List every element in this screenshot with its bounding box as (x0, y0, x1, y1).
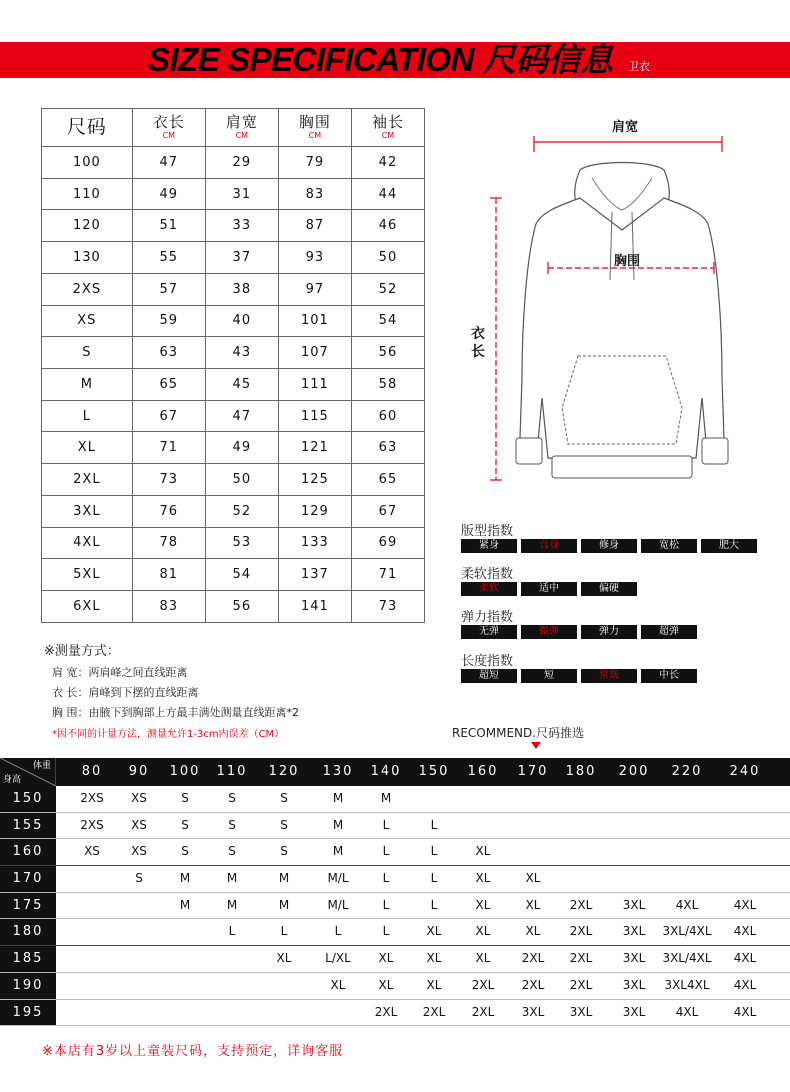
size-cell: 67 (132, 400, 205, 432)
weight-label: 220 (671, 764, 703, 779)
size-row (42, 147, 425, 179)
size-cell: 71 (132, 432, 205, 464)
size-cell: 81 (132, 559, 205, 591)
recommend-cell: L (382, 844, 390, 859)
size-table (41, 108, 425, 623)
chest-label: 胸围 (614, 254, 641, 269)
size-cell: 83 (278, 178, 351, 210)
recommend-cell: M (179, 897, 191, 912)
page-subtitle: 卫衣 (628, 60, 650, 73)
recommend-corner (0, 758, 56, 786)
weight-label: 130 (322, 764, 354, 779)
recommend-cell: 2XL (569, 977, 593, 992)
size-row (42, 559, 425, 591)
size-cell: 56 (205, 591, 278, 623)
recommend-cell: L (382, 871, 390, 886)
header-length: 衣长 CM (132, 109, 205, 147)
recommend-cell: M (380, 791, 392, 805)
size-row (42, 495, 425, 527)
height-label: 150 (0, 786, 56, 812)
size-cell: 2XL (42, 464, 133, 496)
index-title: 版型指数 (461, 524, 514, 539)
measure-notes-title: ※测量方式： (44, 644, 120, 659)
recommend-cell: L (430, 897, 438, 912)
recommend-cell: 4XL (733, 924, 757, 939)
recommend-cell: S (228, 791, 236, 805)
size-cell: 56 (351, 337, 424, 369)
recommend-cell: 2XL (471, 1004, 495, 1019)
size-cell: 49 (132, 178, 205, 210)
size-cell: 60 (351, 400, 424, 432)
size-table-header (42, 109, 425, 147)
recommend-cell: XL (475, 924, 491, 939)
size-row (42, 400, 425, 432)
size-cell: 54 (351, 305, 424, 337)
size-cell: 50 (351, 242, 424, 274)
recommend-row (0, 946, 790, 973)
size-row (42, 273, 425, 305)
recommend-cell: XL (475, 897, 491, 912)
weight-label: 90 (128, 764, 150, 779)
recommend-cell: M/L (327, 897, 349, 912)
size-cell: 120 (42, 210, 133, 242)
recommend-arrow-icon (531, 742, 541, 749)
hoodie-illustration (462, 108, 772, 498)
index-option: 偏硬 (581, 582, 637, 596)
size-cell: 73 (351, 591, 424, 623)
recommend-cell: XL (276, 951, 292, 966)
recommend-row (0, 813, 790, 840)
corner-weight-label: 体重 (32, 761, 51, 771)
recommend-cell: S (280, 817, 288, 832)
height-label: 180 (0, 919, 56, 945)
size-cell: 3XL (42, 495, 133, 527)
index-option: 适中 (521, 582, 577, 596)
recommend-cell: 3XL (569, 1004, 593, 1019)
recommend-cell: S (280, 791, 288, 805)
size-cell: 133 (278, 527, 351, 559)
recommend-cell: 4XL (675, 1004, 699, 1019)
title-banner (0, 42, 790, 78)
height-label: 160 (0, 839, 56, 865)
size-cell: 110 (42, 178, 133, 210)
size-cell: 73 (132, 464, 205, 496)
index-option: 超短 (461, 669, 517, 683)
recommend-cell: M (179, 871, 191, 886)
size-row (42, 242, 425, 274)
size-cell: 49 (205, 432, 278, 464)
recommend-cell: S (181, 817, 189, 832)
recommend-cell: 2XL (422, 1004, 446, 1019)
size-cell: 107 (278, 337, 351, 369)
weight-label: 100 (169, 764, 201, 779)
size-cell: 67 (351, 495, 424, 527)
recommend-cell: S (228, 844, 236, 859)
recommend-cell: S (280, 844, 288, 859)
size-cell: XS (42, 305, 133, 337)
size-cell: 137 (278, 559, 351, 591)
size-cell: 52 (205, 495, 278, 527)
size-cell: 42 (351, 147, 424, 179)
size-cell: 97 (278, 273, 351, 305)
size-cell: 47 (132, 147, 205, 179)
index-option: 柔软 (461, 582, 517, 596)
size-row (42, 178, 425, 210)
size-cell: 31 (205, 178, 278, 210)
recommend-cell: L (382, 817, 390, 832)
recommend-row (0, 839, 790, 866)
height-label: 190 (0, 973, 56, 999)
recommend-cell: 2XL (569, 951, 593, 966)
size-cell: 130 (42, 242, 133, 274)
recommend-row (0, 1000, 790, 1027)
size-cell: 111 (278, 369, 351, 401)
size-cell: 50 (205, 464, 278, 496)
recommend-cell: XS (131, 817, 147, 832)
size-cell: 78 (132, 527, 205, 559)
recommend-row (0, 919, 790, 946)
recommend-cell: L (280, 924, 288, 939)
size-row (42, 464, 425, 496)
weight-label: 80 (81, 764, 103, 779)
index-options (461, 582, 641, 596)
size-cell: 6XL (42, 591, 133, 623)
height-label: 170 (0, 866, 56, 892)
size-cell: 115 (278, 400, 351, 432)
recommend-weight-header (0, 758, 790, 786)
weight-label: 180 (565, 764, 597, 779)
index-option: 超弹 (641, 625, 697, 639)
size-cell: 129 (278, 495, 351, 527)
recommend-cell: S (181, 791, 189, 805)
index-options (461, 625, 701, 639)
recommend-cell: XL (426, 924, 442, 939)
size-cell: S (42, 337, 133, 369)
recommend-cell: M/L (327, 871, 349, 886)
recommend-cell: M (278, 871, 290, 886)
size-cell: 69 (351, 527, 424, 559)
recommend-cell: 3XL (521, 1004, 545, 1019)
size-cell: 93 (278, 242, 351, 274)
recommend-cell: S (135, 871, 143, 886)
size-cell: 59 (132, 305, 205, 337)
measure-warning: *因不同的计量方法，测量允许1-3cm内误差（CM） (52, 729, 285, 740)
header-shoulder: 肩宽 CM (205, 109, 278, 147)
recommend-cell: L (334, 924, 342, 939)
size-cell: XL (42, 432, 133, 464)
header-size: 尺码 (42, 109, 133, 147)
recommend-cell: 3XL (622, 977, 646, 992)
recommend-cell: 3XL (622, 897, 646, 912)
recommend-cell: S (181, 844, 189, 859)
recommend-row (0, 786, 790, 813)
page-title: SIZE SPECIFICATION 尺码信息 (148, 41, 613, 78)
index-option: 紧身 (461, 539, 517, 553)
recommend-cell: 2XL (471, 977, 495, 992)
size-cell: 38 (205, 273, 278, 305)
recommend-cell: 4XL (733, 1004, 757, 1019)
size-cell: 71 (351, 559, 424, 591)
measure-note-chest: 胸 围：由腋下到胸部上方最丰满处测量直线距离*2 (52, 706, 299, 719)
recommend-cell: XS (131, 791, 147, 805)
recommend-cell: L (382, 897, 390, 912)
recommend-cell: 2XL (374, 1004, 398, 1019)
recommend-row (0, 866, 790, 893)
measure-note-shoulder: 肩 宽：两肩峰之间直线距离 (52, 666, 188, 679)
recommend-cell: 4XL (733, 977, 757, 992)
size-cell: 63 (351, 432, 424, 464)
recommend-cell: L (430, 844, 438, 859)
index-title: 弹力指数 (461, 610, 514, 625)
weight-label: 110 (216, 764, 248, 779)
size-cell: 63 (132, 337, 205, 369)
index-option: 无弹 (461, 625, 517, 639)
recommend-title: RECOMMEND.尺码推选 (452, 726, 585, 740)
recommend-cell: L (430, 817, 438, 832)
recommend-cell: XS (84, 844, 100, 859)
recommend-cell: XL (426, 977, 442, 992)
header-sleeve: 袖长 CM (351, 109, 424, 147)
recommend-cell: M (332, 844, 344, 859)
recommend-cell: XL (475, 844, 491, 859)
size-cell: 100 (42, 147, 133, 179)
size-cell: 2XS (42, 273, 133, 305)
size-cell: 53 (205, 527, 278, 559)
recommend-cell: 2XL (521, 951, 545, 966)
index-options (461, 539, 761, 553)
weight-label: 120 (268, 764, 300, 779)
index-option: 肥大 (701, 539, 757, 553)
recommend-row (0, 893, 790, 920)
recommend-cell: M (332, 817, 344, 832)
size-cell: 87 (278, 210, 351, 242)
recommend-cell: L (382, 924, 390, 939)
index-title: 长度指数 (461, 654, 514, 669)
recommend-cell: XL (378, 951, 394, 966)
size-cell: 47 (205, 400, 278, 432)
index-option: 弹力 (581, 625, 637, 639)
weight-label: 150 (418, 764, 450, 779)
shoulder-label: 肩宽 (612, 120, 639, 135)
index-options (461, 669, 701, 683)
recommend-cell: 3XL4XL (664, 977, 710, 992)
height-label: 185 (0, 946, 56, 972)
weight-label: 240 (729, 764, 761, 779)
index-option: 宽松 (641, 539, 697, 553)
size-row (42, 210, 425, 242)
recommend-cell: 3XL (622, 924, 646, 939)
size-row (42, 369, 425, 401)
size-cell: 83 (132, 591, 205, 623)
recommend-cell: S (228, 817, 236, 832)
size-cell: 79 (278, 147, 351, 179)
size-cell: 57 (132, 273, 205, 305)
length-label: 衣长 (471, 326, 485, 360)
index-option: 中长 (641, 669, 697, 683)
size-cell: 65 (132, 369, 205, 401)
recommend-cell: M (332, 791, 344, 805)
recommend-cell: 3XL (622, 1004, 646, 1019)
recommend-cell: 2XL (521, 977, 545, 992)
recommend-cell: 2XL (569, 897, 593, 912)
height-label: 155 (0, 813, 56, 839)
size-cell: 55 (132, 242, 205, 274)
recommend-cell: 2XS (80, 791, 104, 805)
size-cell: M (42, 369, 133, 401)
size-cell: 44 (351, 178, 424, 210)
recommend-row (0, 973, 790, 1000)
header-chest: 胸围 CM (278, 109, 351, 147)
size-cell: 46 (351, 210, 424, 242)
size-cell: 43 (205, 337, 278, 369)
recommend-cell: XL (475, 951, 491, 966)
size-cell: 58 (351, 369, 424, 401)
recommend-cell: XL (525, 924, 541, 939)
size-cell: 45 (205, 369, 278, 401)
recommend-cell: XL (330, 977, 346, 992)
recommend-cell: 4XL (733, 897, 757, 912)
size-cell: 33 (205, 210, 278, 242)
recommend-cell: 3XL/4XL (662, 951, 712, 966)
recommend-cell: 4XL (733, 951, 757, 966)
size-cell: L (42, 400, 133, 432)
recommend-table (0, 786, 790, 1026)
size-cell: 51 (132, 210, 205, 242)
recommend-cell: XL (475, 871, 491, 886)
size-cell: 54 (205, 559, 278, 591)
recommend-cell: XL (525, 897, 541, 912)
size-row (42, 527, 425, 559)
height-label: 175 (0, 893, 56, 919)
measure-note-length: 衣 长：肩峰到下摆的直线距离 (52, 686, 199, 699)
footer-note: ※本店有3岁以上童装尺码，支持预定，详询客服 (42, 1044, 344, 1059)
recommend-cell: L/XL (325, 951, 351, 966)
recommend-cell: 2XS (80, 817, 104, 832)
index-option: 微弹 (521, 625, 577, 639)
recommend-cell: 4XL (675, 897, 699, 912)
recommend-cell: 2XL (569, 924, 593, 939)
recommend-cell: 3XL/4XL (662, 924, 712, 939)
weight-label: 200 (618, 764, 650, 779)
size-cell: 65 (351, 464, 424, 496)
index-option: 短 (521, 669, 577, 683)
size-row (42, 305, 425, 337)
weight-label: 170 (517, 764, 549, 779)
recommend-cell: L (228, 924, 236, 939)
height-label: 195 (0, 1000, 56, 1026)
size-cell: 37 (205, 242, 278, 274)
size-cell: 29 (205, 147, 278, 179)
recommend-cell: XL (378, 977, 394, 992)
index-title: 柔软指数 (461, 567, 514, 582)
size-cell: 125 (278, 464, 351, 496)
size-cell: 40 (205, 305, 278, 337)
index-option: 常规 (581, 669, 637, 683)
recommend-cell: XL (525, 871, 541, 886)
weight-label: 160 (467, 764, 499, 779)
size-row (42, 591, 425, 623)
size-cell: 141 (278, 591, 351, 623)
size-row (42, 432, 425, 464)
size-cell: 52 (351, 273, 424, 305)
weight-label: 140 (370, 764, 402, 779)
recommend-cell: M (226, 897, 238, 912)
size-cell: 4XL (42, 527, 133, 559)
size-cell: 121 (278, 432, 351, 464)
recommend-cell: M (226, 871, 238, 886)
recommend-cell: M (278, 897, 290, 912)
size-cell: 5XL (42, 559, 133, 591)
size-cell: 76 (132, 495, 205, 527)
recommend-cell: L (430, 871, 438, 886)
size-cell: 101 (278, 305, 351, 337)
recommend-cell: XL (426, 951, 442, 966)
recommend-cell: XS (131, 844, 147, 859)
corner-height-label: 身高 (3, 775, 22, 785)
index-option: 合身 (521, 539, 577, 553)
size-row (42, 337, 425, 369)
recommend-cell: 3XL (622, 951, 646, 966)
index-option: 修身 (581, 539, 637, 553)
